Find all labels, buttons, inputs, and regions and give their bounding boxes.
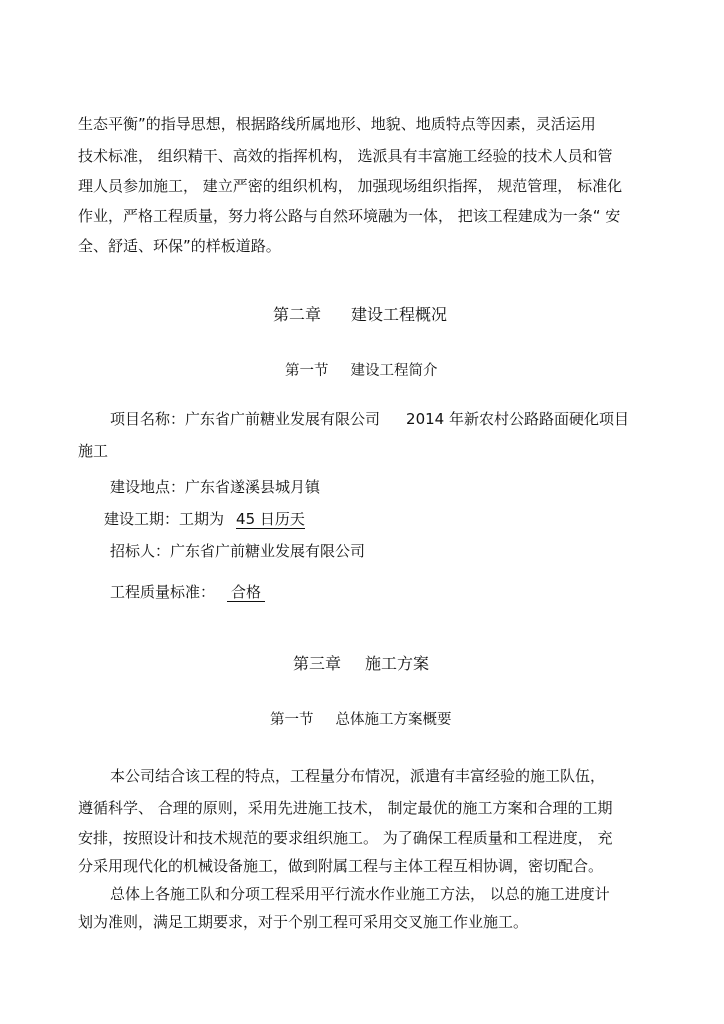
quality-value: 合格 (227, 583, 265, 602)
chapter3-section-heading (270, 710, 452, 730)
chapter2-section-title: 建设工程简介 (350, 363, 438, 379)
intro-line-4: 作业，严格工程质量，努力将公路与自然环境融为一体， 把该工程建成为一条“ 安 (78, 207, 621, 225)
quality-line (110, 582, 265, 602)
quality-label: 工程质量标准： (110, 583, 216, 601)
chapter3-title: 施工方案 (365, 654, 430, 673)
project-name-label: 项目名称： (110, 410, 186, 428)
project-name-line (110, 409, 629, 429)
chapter3-number: 第三章 (293, 654, 342, 673)
ch3-para2-line-2: 划为准则，满足工期要求，对于个别工程可采用交叉施工作业施工。 (78, 913, 529, 931)
chapter3-section-title: 总体施工方案概要 (335, 712, 452, 728)
ch3-para1-line-1: 本公司结合该工程的特点，工程量分布情况，派遣有丰富经验的施工队伍， (110, 767, 606, 785)
chapter2-heading (273, 304, 447, 326)
chapter2-title: 建设工程概况 (351, 305, 448, 324)
location-label: 建设地点： (110, 478, 186, 496)
tenderer-label: 招标人： (110, 542, 171, 560)
intro-line-1: 生态平衡”的指导思想，根据路线所属地形、地貌、地质特点等因素，灵活运用 (78, 115, 596, 133)
duration-prefix: 工期为 (179, 510, 225, 528)
project-name-org: 广东省广前糖业发展有限公司 (185, 410, 381, 428)
ch3-para1-line-3: 安排，按照设计和技术规范的要求组织施工。 为了确保工程质量和工程进度， 充 (78, 829, 613, 847)
ch3-para2-line-1: 总体上各施工队和分项工程采用平行流水作业施工方法， 以总的施工进度计 (110, 885, 610, 903)
ch3-para1-line-2: 遵循科学、 合理的原则，采用先进施工技术， 制定最优的施工方案和合理的工期 (78, 799, 613, 817)
chapter2-section-number: 第一节 (285, 363, 329, 379)
duration-label: 建设工期： (104, 510, 180, 528)
chapter2-number: 第二章 (273, 305, 322, 324)
duration-value: 45 日历天 (236, 510, 305, 528)
project-name-continuation: 施工 (78, 442, 109, 460)
ch3-para1-line-4: 分采用现代化的机械设备施工，做到附属工程与主体工程互相协调，密切配合。 (78, 857, 604, 875)
chapter2-section-heading (285, 361, 438, 381)
intro-line-2: 技术标准， 组织精干、高效的指挥机构， 选派具有丰富施工经验的技术人员和管 (78, 147, 613, 165)
chapter3-heading (293, 653, 429, 675)
location-value: 广东省遂溪县城月镇 (185, 478, 321, 496)
intro-line-3: 理人员参加施工， 建立严密的组织机构， 加强现场组织指挥， 规范管理， 标准化 (78, 177, 623, 195)
tenderer-line (110, 541, 365, 561)
project-name-rest: 2014 年新农村公路路面硬化项目 (406, 410, 629, 428)
location-line (110, 477, 320, 497)
intro-line-5: 全、舒适、环保”的样板道路。 (78, 237, 281, 255)
duration-line (104, 509, 305, 529)
tenderer-value: 广东省广前糖业发展有限公司 (170, 542, 366, 560)
chapter3-section-number: 第一节 (270, 712, 314, 728)
